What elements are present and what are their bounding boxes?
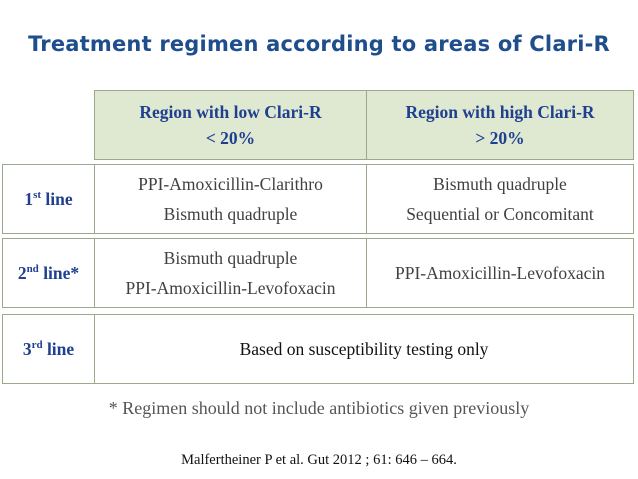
- row-label-suffix: line: [42, 338, 75, 359]
- row-label-sup: nd: [26, 262, 39, 275]
- row3-merged-cell: [94, 314, 634, 384]
- row1-high-line2: Sequential or Concomitant: [406, 204, 594, 224]
- row2-high-cell: [366, 238, 634, 308]
- row-label-1st-line: [2, 164, 95, 234]
- row2-low-line1: Bismuth quadruple: [163, 248, 298, 268]
- row-label-num: 3: [22, 338, 32, 359]
- row2-high-line1: PPI-Amoxicillin-Levofoxacin: [395, 263, 605, 283]
- row-label-num: 1: [24, 188, 34, 209]
- header-low-line2: < 20%: [205, 128, 256, 148]
- row2-low-line2: PPI-Amoxicillin-Levofoxacin: [125, 278, 336, 298]
- reference-citation: Malfertheiner P et al. Gut 2012 ; 61: 646 – 664.: [181, 452, 457, 468]
- row-label-2nd-line: [2, 238, 95, 308]
- row-label-suffix: line: [41, 188, 73, 209]
- row1-low-cell: [94, 164, 367, 234]
- header-high-clari-r: [366, 90, 634, 160]
- header-high-line2: > 20%: [475, 128, 525, 148]
- footnote: * Regimen should not include antibiotics given previously: [108, 398, 530, 418]
- row1-high-cell: [366, 164, 634, 234]
- row-label-suffix: line*: [38, 262, 80, 283]
- header-low-clari-r: [94, 90, 367, 160]
- row2-low-cell: [94, 238, 367, 308]
- row-label-3rd-line: [2, 314, 95, 384]
- header-low-line1: Region with low Clari-R: [139, 102, 322, 122]
- row-label-sup: rd: [31, 338, 43, 351]
- row1-low-line1: PPI-Amoxicillin-Clarithro: [138, 174, 323, 194]
- slide-title: Treatment regimen according to areas of Clari-R: [28, 32, 610, 56]
- header-high-line1: Region with high Clari-R: [405, 102, 595, 122]
- row-label-sup: st: [33, 188, 42, 201]
- row1-high-line1: Bismuth quadruple: [433, 174, 567, 194]
- row-label-num: 2: [17, 262, 27, 283]
- row1-low-line2: Bismuth quadruple: [163, 204, 298, 224]
- row3-merged-text: Based on susceptibility testing only: [239, 339, 489, 359]
